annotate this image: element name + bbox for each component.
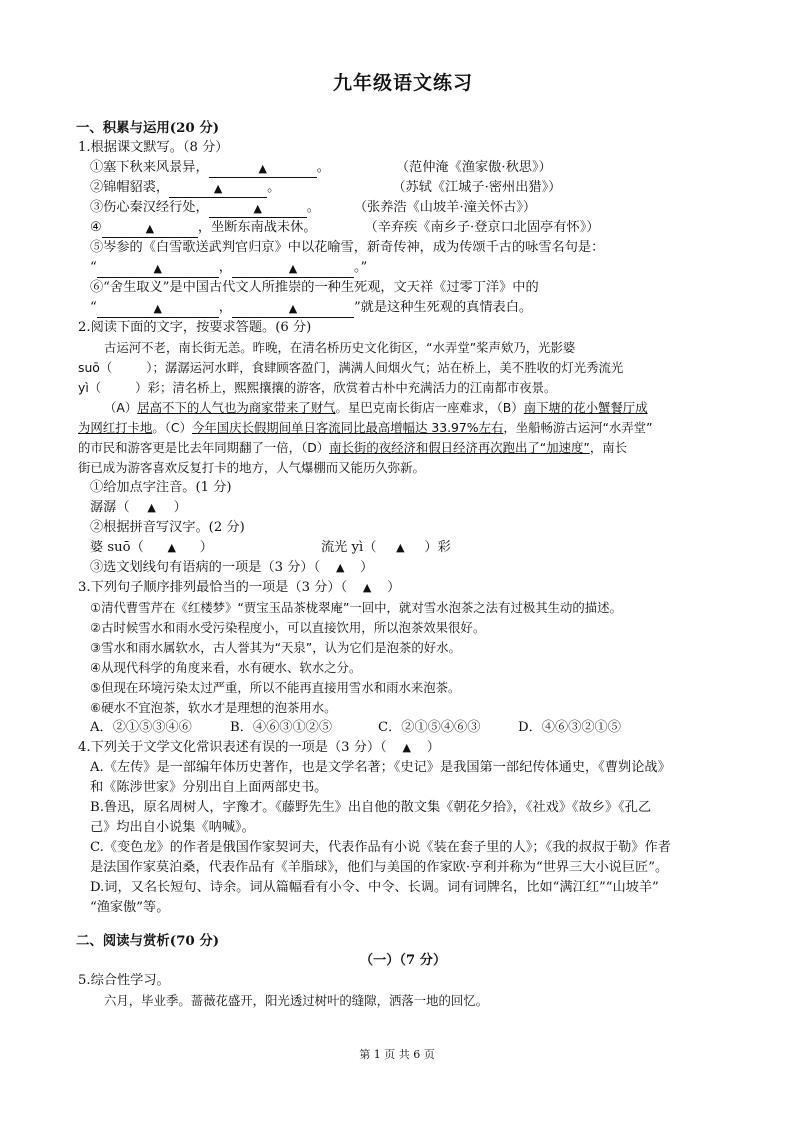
underlined-sentence-b-end: 为网红打卡地 xyxy=(78,420,153,435)
answer-blank[interactable] xyxy=(209,161,317,178)
q2-sub2: ②根据拼音写汉字。(2 分) xyxy=(90,520,245,535)
q4-option-a-2: 和《陈涉世家》分别出自上面两部史书。 xyxy=(90,780,328,795)
q1-l6-end: ”就是这种生死观的真情表白。 xyxy=(353,300,533,315)
quote-open: “ xyxy=(90,300,97,315)
q1-l2-end: 。 xyxy=(267,180,281,195)
triangle-icon: ▲ xyxy=(396,541,405,554)
q4-option-d-2: “渔家傲”等。 xyxy=(90,900,170,915)
q1-l4-circle: ④ xyxy=(90,220,102,235)
underlined-sentence-d: 南长街的夜经济和假日经济再次跑出了“加速度” xyxy=(329,440,590,455)
passage-line-2-text: ）；潺潺运河水畔，食肆顾客盈门，满满人间烟火气；站在桥上，美不胜收的灯光秀流光 xyxy=(146,360,624,375)
answer-slot[interactable] xyxy=(347,578,387,598)
passage-line-4 xyxy=(78,398,728,418)
q1-line-6b xyxy=(78,298,728,318)
q3-item: ⑥硬水不宜泡茶，软水才是理想的泡茶用水。 xyxy=(90,700,337,715)
triangle-icon: ▲ xyxy=(213,182,223,195)
passage-line-1: 古运河不老，南长街无恙。昨晚，在清名桥历史文化街区，“水弄堂”桨声欸乃，光影婆 xyxy=(104,340,576,355)
passage-text: ，坐船畅游古运河“水弄堂” xyxy=(503,420,653,435)
q1-line-2 xyxy=(78,178,728,198)
answer-slot[interactable] xyxy=(144,538,200,558)
q1-l4-text: ，坐断东南战未休。 xyxy=(197,220,317,235)
underlined-sentence-b: 南下塘的花小蟹餐厅成 xyxy=(523,400,648,415)
passage-text: ，南长 xyxy=(589,440,627,455)
pinyin-suo: suō（ xyxy=(78,360,113,375)
exam-page xyxy=(78,68,728,1011)
q1-l1-end: 。 xyxy=(316,160,330,175)
paren-close: ） xyxy=(426,740,440,755)
passage-text: 的市民和游客更是比去年同期翻了一倍，（D） xyxy=(78,440,330,455)
answer-blank[interactable] xyxy=(209,201,307,218)
triangle-icon: ▲ xyxy=(153,262,162,275)
q2-sub1-answer xyxy=(78,498,728,518)
q1-l3-end: 。 xyxy=(306,200,320,215)
triangle-icon: ▲ xyxy=(288,262,298,275)
word-end: ）彩 xyxy=(424,540,451,555)
q1-line-1 xyxy=(78,158,728,178)
q2-sub3-text: ③选文划线句有语病的一项是（3 分）（ xyxy=(90,560,321,575)
passage-line-3-text: ）彩；清名桥上，熙熙攘攘的游客，欣赏着古朴中充满活力的江南都市夜景。 xyxy=(135,380,557,395)
q4-option-a-1: A.《左传》是一部编年体历史著作，也是文学名著；《史记》是我国第一部纪传体通史，《曹刿论战》 xyxy=(90,760,671,775)
answer-blank[interactable] xyxy=(97,301,219,318)
q1-l3-text: ③伤心秦汉经行处， xyxy=(90,200,209,215)
triangle-icon: ▲ xyxy=(145,222,155,235)
word-posuo: 婆 suō（ xyxy=(90,540,144,555)
comma: ， xyxy=(218,300,232,315)
option-c[interactable]: C．②①⑤④⑥③ xyxy=(378,720,481,735)
passage-line-6 xyxy=(78,438,728,458)
q3-item: ⑤但现在环境污染太过严重，所以不能再直接用雪水和雨水来泡茶。 xyxy=(90,680,461,695)
word-chanchan: 潺潺（ xyxy=(90,500,130,515)
q1-l4-source: （辛弃疾《南乡子·登京口北固亭有怀》） xyxy=(364,220,600,235)
answer-slot[interactable] xyxy=(376,538,424,558)
page-footer: 第 1 页 共 6 页 xyxy=(359,1048,435,1061)
triangle-icon: ▲ xyxy=(402,741,411,754)
q1-line-6a: ⑥“舍生取义”是中国古代文人所推崇的一种生死观，文天祥《过零丁洋》中的 xyxy=(90,280,539,295)
pinyin-yi: yì（ xyxy=(78,380,102,395)
triangle-icon: ▲ xyxy=(167,541,177,554)
page-title: 九年级语文练习 xyxy=(332,72,473,94)
passage-text: 。星巴克南长街店一座难求，（B） xyxy=(335,400,524,415)
answer-blank[interactable] xyxy=(232,301,354,318)
triangle-icon: ▲ xyxy=(147,501,156,514)
quote-open: “ xyxy=(90,260,97,275)
underlined-sentence-a: 居高不下的人气也为商家带来了财气 xyxy=(137,400,336,415)
option-a[interactable]: A．②①⑤③④⑥ xyxy=(90,720,192,735)
q2-sub3 xyxy=(78,558,728,578)
word-liuguangyicai: 流光 yì（ xyxy=(320,540,377,555)
q1-l2-source: （苏轼《江城子·密州出猎》） xyxy=(392,180,562,195)
paren-close: ） xyxy=(173,500,187,515)
comma: ， xyxy=(218,260,232,275)
q3-item: ④从现代科学的角度来看，水有硬水、软水之分。 xyxy=(90,660,362,675)
option-d[interactable]: D．④⑥③②①⑤ xyxy=(518,720,621,735)
option-b[interactable]: B．④⑥③①②⑤ xyxy=(230,720,333,735)
q3-options xyxy=(78,718,728,738)
triangle-icon: ▲ xyxy=(153,302,162,315)
triangle-icon: ▲ xyxy=(335,561,345,574)
paren-close: ） xyxy=(199,540,213,555)
q3-item: ②古时候雪水和雨水受污染程度小，可以直接饮用，所以泡茶效果很好。 xyxy=(90,620,486,635)
passage-line-5 xyxy=(78,418,728,438)
q5-stem: 5.综合性学习。 xyxy=(78,973,170,988)
triangle-icon: ▲ xyxy=(258,162,267,175)
q1-l3-source: （张养浩《山坡羊·潼关怀古》） xyxy=(353,200,537,215)
passage-line-3 xyxy=(78,378,728,398)
passage-line-7: 街已成为游客喜欢反复打卡的地方，人气爆棚而又能历久弥新。 xyxy=(78,460,425,475)
q4-stem xyxy=(78,738,728,758)
q4-option-c-2: 是法国作家莫泊桑，代表作品有《羊脂球》，他们与美国的作家欧·亨利并称为“世界三大小说巨匠”。 xyxy=(90,860,669,875)
q1-line-3 xyxy=(78,198,728,218)
answer-blank[interactable] xyxy=(102,221,198,238)
q5-paragraph: 六月，毕业季。蔷薇花盛开，阳光透过树叶的缝隙，洒落一地的回忆。 xyxy=(104,993,489,1008)
q1-l1-text: ①塞下秋来风景异， xyxy=(90,160,209,175)
q4-option-c-1: C.《变色龙》的作者是俄国作家契诃夫，代表作品有小说《装在套子里的人》；《我的叔叔于勒》作者 xyxy=(90,840,671,855)
answer-slot[interactable] xyxy=(387,738,427,758)
q4-option-b-2: 己》均出自小说集《呐喊》。 xyxy=(90,820,255,835)
q2-sub1: ①给加点字注音。(1 分) xyxy=(90,480,232,495)
q4-option-b-1: B.鲁迅，原名周树人，字豫才。《藤野先生》出自他的散文集《朝花夕拾》，《社戏》《故乡》《孔乙 xyxy=(90,800,652,815)
triangle-icon: ▲ xyxy=(362,581,372,594)
triangle-icon: ▲ xyxy=(288,302,298,315)
section-2-heading: 二、阅读与赏析(70 分) xyxy=(76,933,220,949)
underlined-sentence-c: 今年国庆长假期间单日客流同比最高增幅达 33.97%左右 xyxy=(191,420,504,435)
paren-close: ） xyxy=(360,560,374,575)
q1-l2-text: ②锦帽貂裘， xyxy=(90,180,170,195)
answer-slot[interactable] xyxy=(130,498,174,518)
q1-l1-source: （范仲淹《渔家傲·秋思》） xyxy=(395,160,552,175)
answer-slot[interactable] xyxy=(320,558,360,578)
answer-blank[interactable] xyxy=(97,261,219,278)
quote-close: 。” xyxy=(353,260,368,275)
q2-stem: 2.阅读下面的文字，按要求答题。(6 分) xyxy=(78,320,312,335)
q3-stem-text: 3.下列句子顺序排列最恰当的一项是（3 分）（ xyxy=(78,580,348,595)
q1-stem: 1.根据课文默写。（8 分） xyxy=(78,140,229,155)
paren-close: ） xyxy=(387,580,401,595)
answer-blank[interactable] xyxy=(169,181,267,198)
q4-option-d-1: D.词，又名长短句、诗余。词从篇幅看有小令、中令、长调。词有词牌名，比如“满江红”“山坡羊” xyxy=(90,880,659,895)
q1-line-4 xyxy=(78,218,728,238)
q1-line-5a: ⑤岑参的《白雪歌送武判官归京》中以花喻雪，新奇传神，成为传颂千古的咏雪名句是： xyxy=(90,240,605,255)
triangle-icon: ▲ xyxy=(253,202,262,215)
q3-item: ①清代曹雪芹在《红楼梦》“贾宝玉品茶栊翠庵”一回中，就对雪水泡茶之法有过极其生动的描述。 xyxy=(90,600,622,615)
q3-item: ③雪水和雨水属软水，古人誉其为“天泉”，认为它们是泡茶的好水。 xyxy=(90,640,461,655)
q2-sub2-answer xyxy=(78,538,728,558)
answer-blank[interactable] xyxy=(232,261,354,278)
section-1-heading: 一、积累与运用(20 分) xyxy=(76,120,220,136)
subsection-heading: （一）（7 分） xyxy=(359,953,447,968)
q1-line-5b xyxy=(78,258,728,278)
passage-line-2 xyxy=(78,358,728,378)
q3-stem xyxy=(78,578,728,598)
q4-stem-text: 4.下列关于文学文化常识表述有误的一项是（3 分）（ xyxy=(78,740,387,755)
label-c: 。（C） xyxy=(152,420,192,435)
label-a: （A） xyxy=(104,400,138,415)
